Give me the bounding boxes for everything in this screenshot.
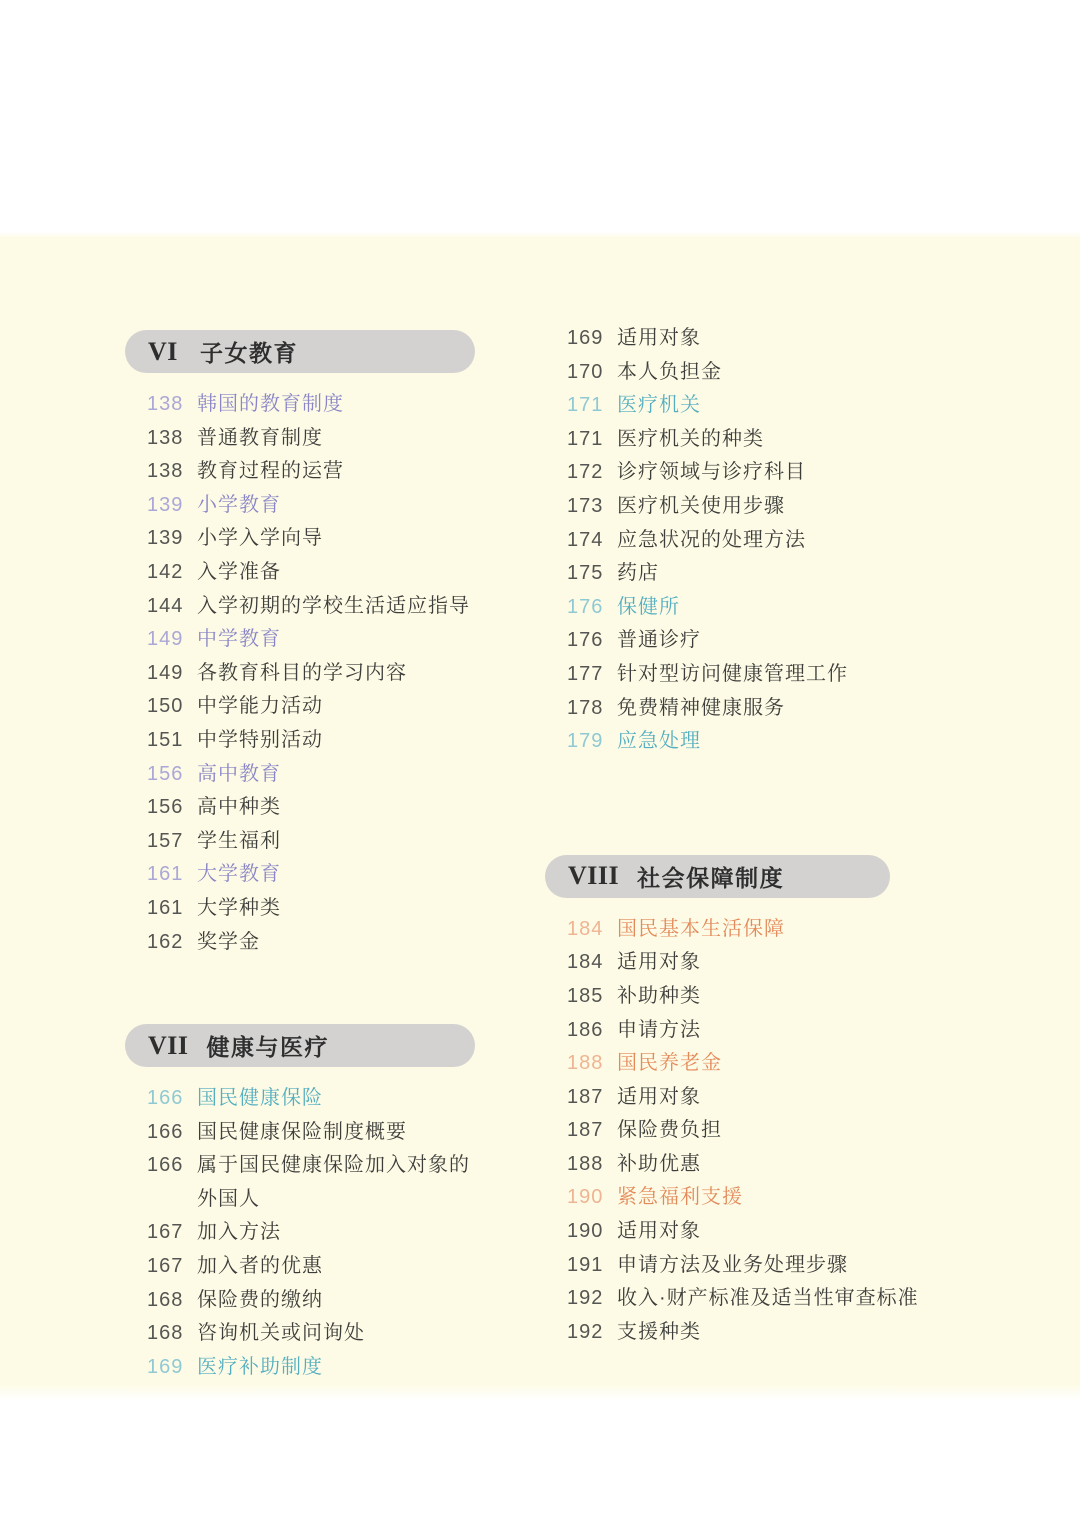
entry-label: 补助种类 [617, 984, 701, 1007]
entry-list [125, 1082, 505, 1384]
toc-entry [125, 623, 505, 657]
section-title: 社会保障制度 [637, 864, 785, 891]
toc-entry [545, 389, 945, 423]
toc-entry [125, 657, 505, 691]
entry-label: 收入·财产标准及适当性审查标准 [617, 1287, 919, 1310]
toc-entry [545, 1249, 945, 1283]
toc-column-right [545, 322, 945, 1349]
toc-entry [545, 1114, 945, 1148]
entry-label: 韩国的教育制度 [197, 393, 344, 415]
toc-entry [545, 1014, 945, 1048]
entry-page-number: 142 [147, 560, 184, 583]
entry-label: 应急处理 [617, 730, 701, 753]
entry-label: 高中种类 [197, 796, 281, 819]
entry-label: 国民健康保险制度概要 [197, 1120, 407, 1143]
toc-entry [545, 692, 945, 726]
entry-page-number: 187 [567, 1119, 604, 1142]
entry-page-number: 157 [147, 829, 184, 852]
entry-label: 医疗机关使用步骤 [617, 494, 785, 517]
entry-page-number: 175 [567, 562, 604, 585]
entry-page-number: 192 [567, 1320, 604, 1343]
toc-entry [125, 758, 505, 792]
entry-list [125, 388, 505, 959]
entry-list [545, 913, 945, 1350]
toc-entry [545, 913, 945, 947]
toc-entry [125, 892, 505, 926]
toc-entry [125, 1116, 505, 1150]
entry-label: 补助优惠 [617, 1152, 701, 1175]
entry-label: 大学种类 [197, 896, 281, 919]
entry-label: 属于国民健康保险加入对象的外国人 [197, 1154, 470, 1210]
section-numeral: VIII [568, 861, 620, 891]
entry-label: 小学入学向导 [197, 527, 323, 550]
toc-entry [125, 455, 505, 489]
entry-page-number: 184 [567, 951, 604, 974]
entry-label: 入学准备 [197, 560, 281, 583]
entry-page-number: 170 [567, 360, 604, 383]
entry-page-number: 179 [567, 730, 604, 753]
entry-label: 学生福利 [197, 829, 281, 852]
entry-label: 教育过程的运营 [197, 460, 344, 483]
entry-page-number: 167 [147, 1255, 184, 1278]
entry-label: 保健所 [617, 595, 680, 618]
entry-label: 国民健康保险 [197, 1087, 323, 1110]
entry-label: 中学特别活动 [197, 728, 323, 751]
entry-label: 申请方法及业务处理步骤 [617, 1253, 848, 1276]
entry-page-number: 185 [567, 984, 604, 1007]
entry-page-number: 188 [567, 1052, 604, 1075]
entry-page-number: 166 [147, 1120, 184, 1143]
entry-label: 申请方法 [617, 1018, 701, 1041]
entry-label: 入学初期的学校生活适应指导 [197, 594, 470, 617]
entry-label: 加入方法 [197, 1221, 281, 1244]
toc-entry [125, 1250, 505, 1284]
entry-page-number: 169 [567, 327, 604, 349]
entry-label: 加入者的优惠 [197, 1255, 323, 1278]
entry-label: 医疗补助制度 [197, 1355, 323, 1378]
entry-page-number: 138 [147, 426, 184, 449]
entry-label: 免费精神健康服务 [617, 696, 785, 719]
entry-page-number: 139 [147, 493, 184, 516]
entry-page-number: 184 [567, 917, 604, 940]
entry-label: 国民养老金 [617, 1052, 722, 1075]
entry-page-number: 138 [147, 393, 184, 415]
toc-entry [125, 1317, 505, 1351]
entry-page-number: 177 [567, 662, 604, 685]
entry-page-number: 150 [147, 695, 184, 718]
entry-label: 小学教育 [197, 493, 281, 516]
entry-page-number: 169 [147, 1355, 184, 1378]
entry-page-number: 144 [147, 594, 184, 617]
toc-entry [545, 356, 945, 390]
entry-page-number: 161 [147, 863, 184, 886]
toc-entry [545, 1081, 945, 1115]
entry-label: 适用对象 [617, 951, 701, 974]
toc-entry [125, 1082, 505, 1116]
toc-entry [125, 858, 505, 892]
toc-entry [125, 825, 505, 859]
section-header-vi [125, 330, 475, 373]
entry-page-number: 172 [567, 461, 604, 484]
entry-page-number: 166 [147, 1087, 184, 1110]
entry-page-number: 167 [147, 1221, 184, 1244]
entry-label: 医疗机关的种类 [617, 427, 764, 450]
toc-entry [125, 1149, 505, 1216]
entry-label: 各教育科目的学习内容 [197, 661, 407, 684]
entry-label: 医疗机关 [617, 394, 701, 417]
entry-list [545, 322, 945, 759]
toc-entry [545, 322, 945, 356]
entry-page-number: 162 [147, 930, 184, 953]
section-numeral: VII [148, 1030, 189, 1060]
entry-page-number: 138 [147, 460, 184, 483]
entry-page-number: 191 [567, 1253, 604, 1276]
toc-entry [545, 423, 945, 457]
toc-entry [125, 422, 505, 456]
entry-page-number: 149 [147, 661, 184, 684]
entry-page-number: 156 [147, 796, 184, 819]
toc-entry [125, 690, 505, 724]
entry-label: 针对型访问健康管理工作 [617, 662, 848, 685]
entry-label: 中学能力活动 [197, 695, 323, 718]
section-header-vii [125, 1024, 475, 1067]
section-numeral: VI [148, 336, 178, 366]
entry-page-number: 190 [567, 1186, 604, 1209]
entry-label: 支援种类 [617, 1320, 701, 1343]
toc-entry [545, 1282, 945, 1316]
entry-page-number: 192 [567, 1287, 604, 1310]
entry-page-number: 161 [147, 896, 184, 919]
entry-label: 高中教育 [197, 762, 281, 785]
toc-entry [545, 524, 945, 558]
toc-entry [125, 1284, 505, 1318]
toc-entry [125, 724, 505, 758]
entry-label: 应急状况的处理方法 [617, 528, 806, 551]
entry-label: 药店 [617, 562, 659, 585]
entry-label: 紧急福利支援 [617, 1186, 743, 1209]
section-title: 健康与医疗 [206, 1034, 330, 1061]
entry-page-number: 166 [147, 1154, 184, 1177]
toc-entry [125, 489, 505, 523]
entry-label: 保险费的缴纳 [197, 1288, 323, 1311]
entry-page-number: 178 [567, 696, 604, 719]
entry-label: 适用对象 [617, 327, 701, 349]
entry-page-number: 168 [147, 1288, 184, 1311]
toc-entry [545, 591, 945, 625]
entry-label: 大学教育 [197, 863, 281, 886]
toc-entry [545, 1047, 945, 1081]
toc-entry [545, 490, 945, 524]
section-title: 子女教育 [200, 340, 298, 366]
toc-entry [545, 1215, 945, 1249]
entry-page-number: 168 [147, 1322, 184, 1345]
entry-label: 普通教育制度 [197, 426, 323, 449]
toc-entry [545, 557, 945, 591]
entry-page-number: 176 [567, 595, 604, 618]
entry-label: 国民基本生活保障 [617, 917, 785, 940]
entry-label: 诊疗领域与诊疗科目 [617, 461, 806, 484]
toc-entry [125, 556, 505, 590]
toc-entry [125, 791, 505, 825]
section-header-viii [545, 855, 890, 898]
entry-page-number: 139 [147, 527, 184, 550]
toc-entry [545, 980, 945, 1014]
entry-page-number: 187 [567, 1085, 604, 1108]
entry-label: 本人负担金 [617, 360, 722, 383]
toc-entry [545, 1316, 945, 1350]
entry-page-number: 176 [567, 629, 604, 652]
entry-label: 中学教育 [197, 628, 281, 651]
entry-page-number: 171 [567, 394, 604, 417]
toc-entry [125, 1351, 505, 1385]
toc-columns [0, 232, 1080, 1384]
entry-page-number: 174 [567, 528, 604, 551]
entry-label: 保险费负担 [617, 1119, 722, 1142]
toc-entry [545, 658, 945, 692]
toc-content-band [0, 232, 1080, 1400]
toc-entry [545, 624, 945, 658]
toc-entry [545, 1181, 945, 1215]
toc-entry [545, 946, 945, 980]
toc-entry [125, 388, 505, 422]
entry-page-number: 156 [147, 762, 184, 785]
entry-page-number: 190 [567, 1220, 604, 1243]
entry-page-number: 186 [567, 1018, 604, 1041]
toc-entry [125, 590, 505, 624]
toc-entry [125, 522, 505, 556]
entry-label: 适用对象 [617, 1085, 701, 1108]
toc-entry [545, 456, 945, 490]
toc-entry [125, 926, 505, 960]
entry-label: 奖学金 [197, 930, 260, 953]
entry-page-number: 173 [567, 494, 604, 517]
toc-column-left [125, 322, 505, 1384]
toc-entry [125, 1216, 505, 1250]
entry-label: 适用对象 [617, 1220, 701, 1243]
entry-page-number: 171 [567, 427, 604, 450]
entry-page-number: 149 [147, 628, 184, 651]
entry-label: 咨询机关或问询处 [197, 1322, 365, 1345]
toc-entry [545, 1148, 945, 1182]
entry-page-number: 151 [147, 728, 184, 751]
toc-entry [545, 725, 945, 759]
entry-label: 普通诊疗 [617, 629, 701, 652]
entry-page-number: 188 [567, 1152, 604, 1175]
